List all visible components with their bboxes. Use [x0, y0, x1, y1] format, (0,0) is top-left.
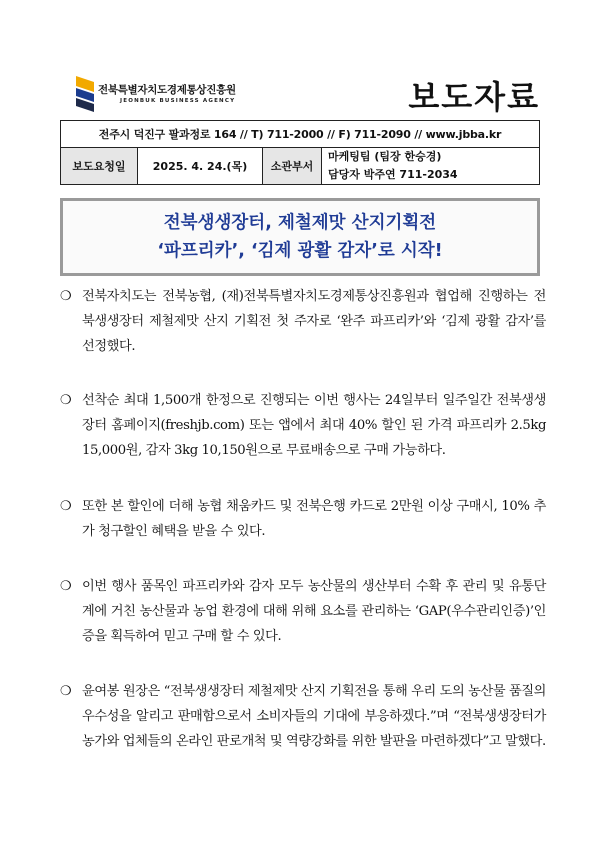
department-team: 마케팅팀 (팀장 한승경)	[328, 150, 442, 163]
bullet-icon: ❍	[60, 579, 72, 594]
department-label: 소관부서	[263, 148, 322, 185]
org-english-name: JEONBUK BUSINESS AGENCY	[120, 98, 236, 104]
org-name: 전북특별자치도경제통상진흥원	[98, 84, 236, 96]
article-body	[60, 284, 546, 754]
paragraph-3	[60, 494, 546, 544]
paragraph-text: 이번 행사 품목인 파프리카와 감자 모두 농산물의 생산부터 수확 후 관리 및 유통단계에 거친 농산물과 농업 환경에 대해 위해 요소를 관리하는 ‘GAP(우수관리인증)’인증을 획득하여 믿고 구매 할 수 있다.	[82, 579, 546, 644]
contact-address: 전주시 덕진구 팔과정로 164 // T) 711-2000 // F) 711-2090 // www.jbba.kr	[61, 121, 540, 148]
department-person: 담당자 박주연 711-2034	[328, 168, 458, 181]
paragraph-text: 윤여봉 원장은 “전북생생장터 제철제맛 산지 기획전을 통해 우리 도의 농산물 품질의 우수성을 알리고 판매함으로서 소비자들의 기대에 부응하겠다.”며 “전북생생장터가 농가와 업체들의 온라인 판로개척 및 역량강화를 위한 발판을 마련하겠다”고 말했다.	[82, 684, 546, 749]
paragraph-text: 선착순 최대 1,500개 한정으로 진행되는 이번 행사는 24일부터 일주일간 전북생생장터 홈페이지(freshjb.com) 또는 앱에서 최대 40% 할인 된 가격 파프리카 2.5kg 15,000원, 감자 3kg 10,150원으로 무료배송으로 구매 가능하다.	[82, 393, 546, 458]
paragraph-text: 전북자치도는 전북농협, (재)전북특별자치도경제통상진흥원과 협업해 진행하는 전북생생장터 제철제맛 산지 기획전 첫 주자로 ‘완주 파프리카’와 ‘김제 광활 감자’를 선정했다.	[82, 289, 546, 354]
paragraph-2	[60, 388, 546, 463]
info-table	[60, 120, 540, 185]
bullet-icon: ❍	[60, 393, 72, 408]
department-contact	[322, 148, 540, 185]
paragraph-1	[60, 284, 546, 359]
headline-line-2: ‘파프리카’, ‘김제 광활 감자’로 시작!	[157, 241, 443, 261]
bullet-icon: ❍	[60, 499, 72, 514]
date-value: 2025. 4. 24.(목)	[138, 148, 263, 185]
paragraph-4	[60, 574, 546, 649]
document-type-title: 보도자료	[408, 78, 540, 116]
paragraph-text: 또한 본 할인에 더해 농협 채움카드 및 전북은행 카드로 2만원 이상 구매시, 10% 추가 청구할인 혜택을 받을 수 있다.	[82, 499, 546, 539]
bullet-icon: ❍	[60, 684, 72, 699]
headline-line-1: 전북생생장터, 제철제맛 산지기획전	[163, 213, 437, 233]
date-label: 보도요청일	[61, 148, 138, 185]
bullet-icon: ❍	[60, 289, 72, 304]
paragraph-5	[60, 679, 546, 754]
org-logo-icon	[74, 74, 96, 114]
org-logo	[74, 74, 274, 114]
headline-box	[60, 198, 540, 276]
